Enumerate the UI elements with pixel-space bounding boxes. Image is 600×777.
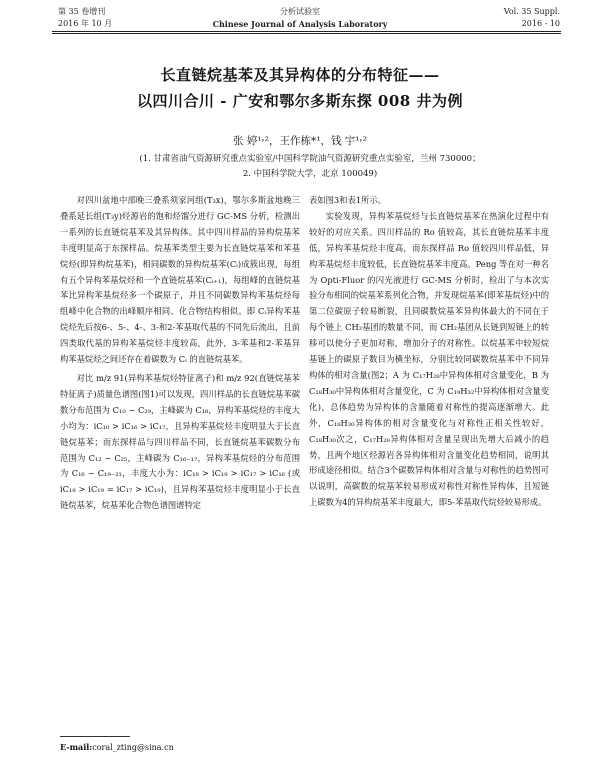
right-column [309,193,549,511]
right-para-2: 实验发现，异构苯基烷烃与长直链烷基苯在热演化过程中有较好的对应关系。四川样品的 Ro 值较高，其长直链烷基苯丰度低，异构苯基烷烃丰度高，而东探样品 Ro 值较四川样品低，异构苯基烷烃丰度较低，长直链烷基苯丰度高。Peng 等在对一种名为 Opti-Fluor 的闪光液进行 GC-MS 分析时，检出了与本次实验分布相同的烷基苯系列化合物，并发现烷基苯(即苯基烷烃)中的第二位碳原子较易断裂，且同碳数烷基苯异构体最大的不同在于每个链上 CH₂基团的数量不同，而 CH₂基团从长链到短链上的转移可以使分子更加对称，增加分子的对称性。以烷基苯中较短烷基链上的碳原子数目为横坐标，分别比较同碳数烷基苯中不同异构体的相对含量(图2；A 为 C₁₇H₂₈中异构体相对含量变化，B 为 C₁₈H₃₀中异构体相对含量变化，C 为 C₁₉H₃₂中异构体相对含量变化)，总体趋势为异构体的含量随着对称性的提高逐渐增大。此外，C₁₈H₃₀异构体的相对含量变化与对称性正相关性较好，C₁₈H₃₀次之，C₁₇H₂₈异构体相对含量呈现出先增大后减小的趋势，且两个地区烃源岩各异构体相对含量变化趋势相同，说明其形成途径相似。结合3个碳数异构体相对含量与对称性的趋势图可以说明，高碳数的烷基苯较易形成对称性对称性异构体，且短链上碳数为4的异构烷基苯丰度最大，即5-苯基取代烷烃较易形成。 [309,210,549,508]
title-line-2: 以四川合川 - 广安和鄂尔多斯东探 008 井为例 [137,92,463,110]
issue-date: 2016 年 10 月 [58,19,113,28]
header-rule-bottom [52,33,561,34]
journal-name-en: Chinese Journal of Analysis Laboratory [212,19,388,29]
left-para-2: 对比 m/z 91(异构苯基烷烃特征离子)和 m/z 92(直链烷基苯特征离子)质量色谱图(图1)可以发现，四川样品的长直链烷基苯碳数分布范围为 C₁₀ ~ C₂₉，主峰碳为 C₁₈，异构苯基烷烃的丰度大小均为：iC₁₀ > iC₁₆ > iC₁₇，且异构苯基烷烃丰度明显大于长直链烷基苯；而东探样品与四川样品不同，长直链烷基苯碳数分布范围为 C₁₂ ~ C₂₅，主峰碳为 C₁₆₋₁₇，异构苯基烷烃的分布范围为 C₁₆ ~ C₁₉₋₂₁，丰度大小为：iC₁₈ > iC₁₉ > iC₁₇ > iC₁₆ (或 iC₁₈ > iC₁₉ = iC₁₇ > iC₁₉)，且异构苯基烷烃丰度明显小于长直链烷基苯，烷基苯化合物色谱图谱特定 [60,372,300,511]
left-para-1: 对四川盆地中部晚三叠系须家河组(T₃x)，鄂尔多斯盆地晚三叠系延长组(T₃y)烃源岩的饱和烃馏分进行 GC-MS 分析，检测出一系列的长直链烷基苯及其异构体。其中四川样品的异构烷基苯丰度明显高于东探样品。烷基苯类型主要为长直链烷基苯和苯基烷烃(即异构烷基苯)，相同碳数的异构烷基苯(Cᵢ)成簇出现，每组有五个异构苯基烷烃和一个直链烷基苯(Cᵢ₊₁)，每组峰的直链烷基苯比异构苯基烷烃多一个碳原子，并且不同碳数异构苯基烷烃每组峰中化合物的出峰顺序相同、化合物结构相似。即 Cᵢ异构苯基烷烃先后按6-、5-、4-、3-和2-苯基取代基的不同先后流出，且前四类取代基的异构苯基烷烃丰度较高，此外，3-苯基和2-苯基异构苯基烷烃之间还存在着碳数为 Cᵢ 的直链烷基苯。 [60,195,300,365]
email-label: E-mail: [60,742,93,752]
left-column [60,193,300,514]
email-address: coral_zting@sina.cn [92,743,174,752]
affiliation-line-1: (1. 甘肃省油气资源研究重点实验室/中国科学院油气资源研究重点实验室，兰州 730000； [139,154,481,164]
journal-name-cn: 分析试验室 [280,7,320,16]
author-email [60,742,174,752]
volume-info-en: Vol. 35 Suppl. [503,7,560,16]
authors: 张 婷¹˒²，王作栋*¹，钱 宇¹˒² [233,135,367,147]
header-rule-top [52,31,561,32]
right-para-1: 表如图3和表1所示。 [309,195,386,205]
issue-date-en: 2016 - 10 [521,19,560,28]
affiliation-line-2: 2. 中国科学院大学，北京 100049) [242,169,378,179]
volume-info: 第 35 卷增刊 [58,7,106,16]
affiliations [95,152,525,182]
title-line-1: 长直链烷基苯及其异构体的分布特征—— [160,66,440,84]
footnote-rule [60,736,130,737]
